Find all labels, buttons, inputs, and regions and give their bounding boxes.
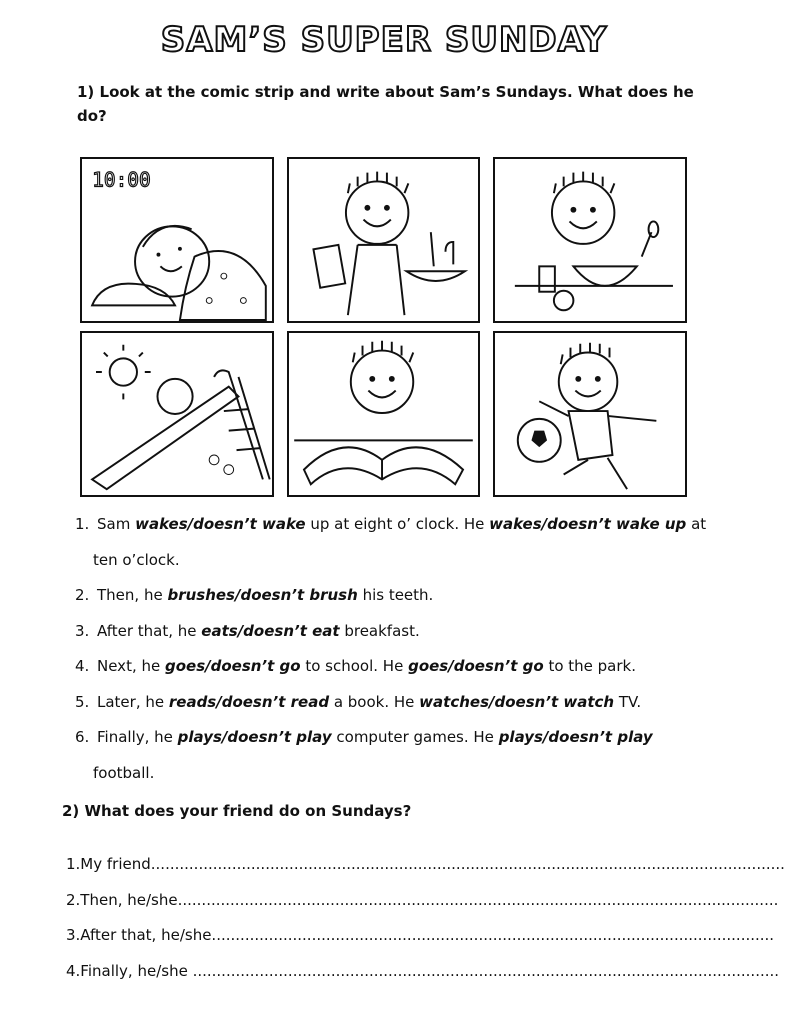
sentence-number: 6. xyxy=(75,728,90,746)
sentence-text: to the park. xyxy=(543,657,636,675)
reading-boy-icon xyxy=(289,333,478,495)
sentence-number: 3. xyxy=(75,621,90,640)
football-boy-icon xyxy=(495,333,685,495)
sentence-text: Later, he xyxy=(97,692,169,711)
sentence-text: computer games. He xyxy=(331,728,499,746)
answer-line[interactable]: 2.Then, he/she.............................................................................................................................. xyxy=(66,890,779,909)
sentence-text: up at eight o’ clock. He xyxy=(305,515,490,533)
panel-football xyxy=(493,331,687,497)
sentence-text: a book. He xyxy=(329,692,420,711)
sentence-item xyxy=(75,720,735,756)
brushing-teeth-boy-icon xyxy=(289,159,478,321)
verb-choice: watches/doesn’t watch xyxy=(419,692,615,711)
sentence-item xyxy=(75,685,735,721)
slide-boy-icon xyxy=(82,333,272,495)
sentence-number: 2. xyxy=(75,586,90,604)
answer-lines xyxy=(66,847,785,989)
sentence-text: to school. He xyxy=(300,657,409,675)
verb-choice: eats/doesn’t eat xyxy=(201,621,340,640)
sentence-text: After that, he xyxy=(97,621,202,640)
clock-readout: 10:00 xyxy=(92,168,151,192)
sentence-item xyxy=(75,649,735,685)
worksheet-title: SAM’S SUPER SUNDAY xyxy=(160,20,608,60)
question-2: 2) What does your friend do on Sundays? xyxy=(62,802,412,820)
panel-reading xyxy=(287,331,480,497)
sentence-continuation: ten o’clock. xyxy=(93,550,180,569)
answer-line[interactable]: 4.Finally, he/she ........................................................................................................................... xyxy=(66,961,780,980)
panel-sleeping xyxy=(80,157,274,323)
sentence-text: Then, he xyxy=(97,586,168,604)
sentence-continuation: football. xyxy=(93,763,155,782)
answer-line[interactable]: 3.After that, he/she...................................................................................................................... xyxy=(66,926,775,944)
verb-choice: wakes/doesn’t wake xyxy=(135,515,306,533)
sentence-item xyxy=(75,614,735,650)
panel-breakfast xyxy=(493,157,687,323)
sentence-text: at xyxy=(686,515,707,533)
sleeping-boy-icon xyxy=(82,159,272,321)
sentence-item xyxy=(75,578,735,614)
sentence-text: Finally, he xyxy=(97,728,178,746)
panel-slide xyxy=(80,331,274,497)
answer-line[interactable]: 1.My friend..................................................................................................................................... xyxy=(66,855,785,873)
sentence-item xyxy=(75,507,735,543)
sentence-text: Sam xyxy=(97,515,136,533)
panel-brushing xyxy=(287,157,480,323)
sentence-text: Next, he xyxy=(97,657,165,675)
sentence-text: his teeth. xyxy=(357,586,434,604)
verb-choice: wakes/doesn’t wake up xyxy=(489,515,687,533)
breakfast-boy-icon xyxy=(495,159,685,321)
sentence-text: TV. xyxy=(614,692,642,711)
verb-choice: brushes/doesn’t brush xyxy=(167,586,358,604)
verb-choice: reads/doesn’t read xyxy=(168,692,330,711)
sentence-number: 5. xyxy=(75,692,90,711)
verb-choice: plays/doesn’t play xyxy=(498,728,653,746)
sentence-number: 4. xyxy=(75,657,90,675)
verb-choice: goes/doesn’t go xyxy=(164,657,301,675)
sentence-text: breakfast. xyxy=(339,621,420,640)
verb-choice: plays/doesn’t play xyxy=(177,728,332,746)
question-1: 1) Look at the comic strip and write about Sam’s Sundays. What does he do? xyxy=(77,83,694,125)
sentence-list xyxy=(75,507,735,791)
sentence-number: 1. xyxy=(75,515,90,533)
verb-choice: goes/doesn’t go xyxy=(408,657,544,675)
